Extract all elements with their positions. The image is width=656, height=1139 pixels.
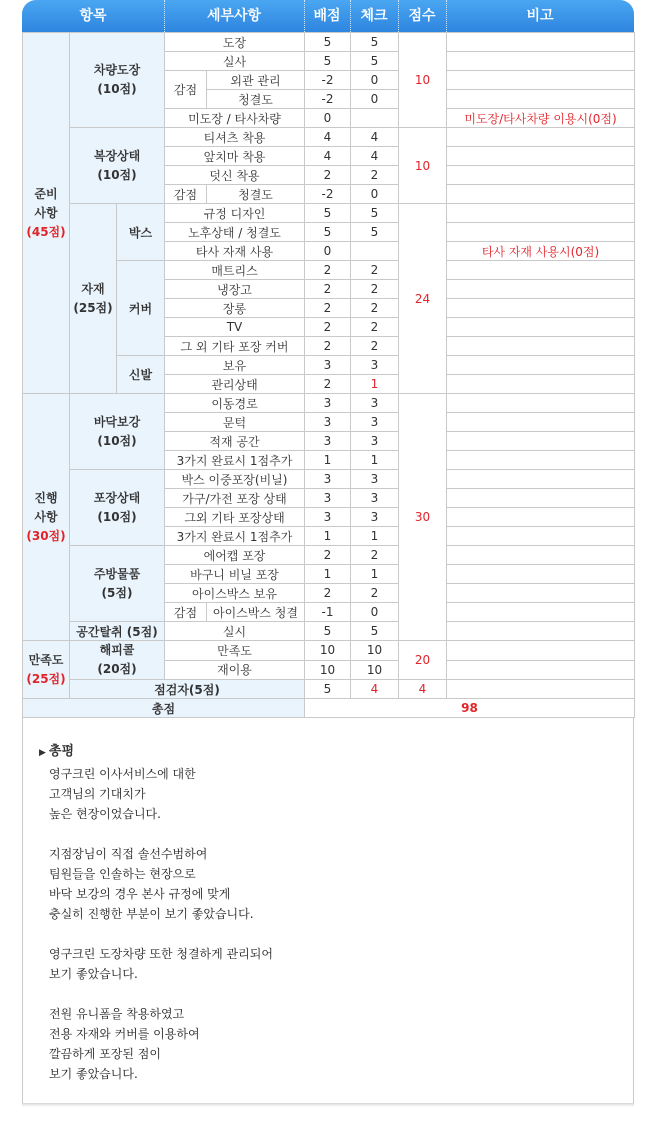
row-check: 5 (351, 52, 399, 71)
row-note (447, 546, 635, 565)
row-check: 5 (351, 33, 399, 52)
row-item: 장롱 (165, 299, 305, 318)
header-item: 항목 (22, 0, 165, 32)
header-detail: 세부사항 (164, 0, 305, 32)
group-outfit: 복장상태 (10점) (70, 128, 165, 204)
row-allocation: 10 (305, 641, 351, 661)
section-satisfaction: 만족도 (25점) (23, 641, 70, 699)
row-item: 청결도 (207, 185, 305, 204)
row-item: 아이스박스 보유 (165, 584, 305, 603)
row-note (447, 527, 635, 546)
row-item: 재이용 (165, 660, 305, 680)
row-allocation: 2 (305, 299, 351, 318)
row-check: 2 (351, 546, 399, 565)
summary-title: ▶ 총평 (39, 744, 75, 759)
row-item: 아이스박스 청결 (207, 603, 305, 622)
row-note (447, 375, 635, 394)
row-allocation: 3 (305, 356, 351, 375)
row-check: 5 (351, 622, 399, 641)
row-allocation: 2 (305, 280, 351, 299)
row-allocation: 5 (305, 52, 351, 71)
row-item: 매트리스 (165, 261, 305, 280)
row-allocation: 0 (305, 242, 351, 261)
row-check: 5 (351, 223, 399, 242)
row-item: 덧신 착용 (165, 166, 305, 185)
score-outfit: 10 (399, 128, 447, 204)
row-item: 그외 기타 포장상태 (165, 508, 305, 527)
row-item: 바구니 비닐 포장 (165, 565, 305, 584)
row-note (447, 52, 635, 71)
row-check (351, 242, 399, 261)
summary-paragraph: 영구크린 이사서비스에 대한 고객님의 기대치가 높은 현장이었습니다. (49, 767, 196, 821)
summary-paragraph: 전원 유니폼을 착용하였고 전용 자재와 커버를 이용하여 깔끔하게 포장된 점이 보기 좋았습니다. (49, 1007, 200, 1081)
row-note (447, 223, 635, 242)
row-check: 3 (351, 394, 399, 413)
summary-paragraph: 지점장님이 직접 솔선수범하여 팀원들을 인솔하는 현장으로 바닥 보강의 경우 본사 규정에 맞게 충실히 진행한 부분이 보기 좋았습니다. (49, 847, 254, 921)
summary-panel (22, 718, 634, 1104)
row-allocation: 4 (305, 128, 351, 147)
row-check: 3 (351, 470, 399, 489)
row-note (447, 204, 635, 223)
group-material: 자재 (25점) (70, 204, 117, 394)
row-item: 실시 (165, 622, 305, 641)
group-vehicle: 차량도장 (10점) (70, 33, 165, 128)
row-allocation: -1 (305, 603, 351, 622)
row-item: 그 외 기타 포장 커버 (165, 337, 305, 356)
deduct-label: 감점 (165, 71, 207, 109)
note-material: 타사 자재 사용시(0점) (447, 242, 635, 261)
row-item: 외관 관리 (207, 71, 305, 90)
row-item: 타사 자재 사용 (165, 242, 305, 261)
score-vehicle: 10 (399, 33, 447, 128)
row-note (447, 489, 635, 508)
row-note (447, 356, 635, 375)
panel-shadow (22, 1103, 634, 1107)
row-check: 10 (351, 641, 399, 661)
row-item: 티셔츠 착용 (165, 128, 305, 147)
row-allocation: 1 (305, 527, 351, 546)
row-allocation: 2 (305, 261, 351, 280)
row-note (447, 508, 635, 527)
row-note (447, 641, 635, 661)
row-allocation: 3 (305, 432, 351, 451)
row-item: 규정 디자인 (165, 204, 305, 223)
row-check: 1 (351, 375, 399, 394)
triangle-bullet-icon: ▶ (39, 748, 46, 758)
row-allocation: 3 (305, 413, 351, 432)
group-floor: 바닥보강 (10점) (70, 394, 165, 470)
row-note (447, 166, 635, 185)
row-check: 1 (351, 565, 399, 584)
row-allocation: 3 (305, 470, 351, 489)
summary-text (49, 764, 609, 1104)
group-kitchen: 주방물품 (5점) (70, 546, 165, 622)
row-check: 0 (351, 603, 399, 622)
score-happycall: 20 (399, 641, 447, 680)
row-item: 노후상태 / 청결도 (165, 223, 305, 242)
row-note (447, 432, 635, 451)
row-check: 0 (351, 71, 399, 90)
row-check: 5 (351, 204, 399, 223)
row-allocation: 2 (305, 318, 351, 337)
row-item: 적재 공간 (165, 432, 305, 451)
row-item: 앞치마 착용 (165, 147, 305, 166)
row-check: 3 (351, 508, 399, 527)
row-item: 도장 (165, 33, 305, 52)
row-check: 3 (351, 413, 399, 432)
row-allocation: 4 (305, 147, 351, 166)
row-note (447, 451, 635, 470)
row-allocation: 5 (305, 680, 351, 699)
row-check: 4 (351, 680, 399, 699)
row-note (447, 299, 635, 318)
row-check (351, 109, 399, 128)
header-score: 점수 (398, 0, 447, 32)
row-note (447, 622, 635, 641)
row-check: 3 (351, 432, 399, 451)
score-inspector: 4 (399, 680, 447, 699)
row-item: 박스 이중포장(비닐) (165, 470, 305, 489)
header-check: 체크 (350, 0, 399, 32)
row-check: 2 (351, 166, 399, 185)
row-check: 2 (351, 261, 399, 280)
row-note (447, 603, 635, 622)
row-note (447, 185, 635, 204)
row-item: 이동경로 (165, 394, 305, 413)
row-note (447, 33, 635, 52)
total-label: 총점 (23, 699, 305, 718)
row-item: 청결도 (207, 90, 305, 109)
group-space: 공간탈취 (5점) (70, 622, 165, 641)
row-item: 문턱 (165, 413, 305, 432)
row-note (447, 394, 635, 413)
subgroup-cover: 커버 (117, 261, 165, 356)
row-allocation: -2 (305, 90, 351, 109)
row-note (447, 680, 635, 699)
row-note (447, 565, 635, 584)
row-check: 4 (351, 147, 399, 166)
row-note (447, 413, 635, 432)
score-progress: 30 (399, 394, 447, 641)
evaluation-table (22, 32, 635, 718)
subgroup-box: 박스 (117, 204, 165, 261)
row-note (447, 337, 635, 356)
header-allocation: 배점 (304, 0, 351, 32)
row-item: 3가지 완료시 1점추가 (165, 451, 305, 470)
row-item: 가구/가전 포장 상태 (165, 489, 305, 508)
row-allocation: 5 (305, 204, 351, 223)
row-allocation: 5 (305, 223, 351, 242)
row-allocation: 2 (305, 584, 351, 603)
row-allocation: 1 (305, 565, 351, 584)
total-score: 98 (305, 699, 635, 718)
row-allocation: 2 (305, 546, 351, 565)
row-allocation: 0 (305, 109, 351, 128)
row-allocation: 3 (305, 508, 351, 527)
row-check: 2 (351, 337, 399, 356)
row-check: 1 (351, 527, 399, 546)
row-note (447, 261, 635, 280)
row-allocation: -2 (305, 71, 351, 90)
row-check: 3 (351, 489, 399, 508)
group-pack: 포장상태 (10점) (70, 470, 165, 546)
row-item: 만족도 (165, 641, 305, 661)
table-header (22, 0, 634, 32)
subgroup-shoe: 신발 (117, 356, 165, 394)
row-check: 10 (351, 660, 399, 680)
row-check: 2 (351, 280, 399, 299)
row-allocation: 10 (305, 660, 351, 680)
group-happycall: 해피콜 (20점) (70, 641, 165, 680)
score-material: 24 (399, 204, 447, 394)
header-note: 비고 (526, 8, 554, 24)
row-allocation: -2 (305, 185, 351, 204)
section-progress: 진행 사항 (30점) (23, 394, 70, 641)
summary-paragraph: 영구크린 도장차량 또한 청결하게 관리되어 보기 좋았습니다. (49, 947, 273, 981)
row-check: 2 (351, 318, 399, 337)
deduct-label: 감점 (165, 185, 207, 204)
row-item: 냉장고 (165, 280, 305, 299)
row-item: 보유 (165, 356, 305, 375)
row-allocation: 2 (305, 375, 351, 394)
row-check: 1 (351, 451, 399, 470)
row-note (447, 584, 635, 603)
row-check: 0 (351, 185, 399, 204)
row-allocation: 3 (305, 489, 351, 508)
row-item: 실사 (165, 52, 305, 71)
row-item: TV (165, 318, 305, 337)
row-note (447, 128, 635, 147)
deduct-label: 감점 (165, 603, 207, 622)
row-note (447, 71, 635, 90)
section-prep: 준비 사항 (45점) (23, 33, 70, 394)
row-allocation: 2 (305, 166, 351, 185)
row-note (447, 90, 635, 109)
row-note (447, 147, 635, 166)
row-check: 3 (351, 356, 399, 375)
note-vehicle: 미도장/타사차량 이용시(0점) (447, 109, 635, 128)
row-note (447, 280, 635, 299)
row-item: 미도장 / 타사차량 (165, 109, 305, 128)
row-check: 2 (351, 584, 399, 603)
row-allocation: 1 (305, 451, 351, 470)
row-item: 에어캡 포장 (165, 546, 305, 565)
row-item: 3가지 완료시 1점추가 (165, 527, 305, 546)
row-note (447, 470, 635, 489)
row-note (447, 318, 635, 337)
row-allocation: 2 (305, 337, 351, 356)
row-check: 2 (351, 299, 399, 318)
row-check: 4 (351, 128, 399, 147)
row-allocation: 5 (305, 33, 351, 52)
group-inspector: 점검자(5점) (70, 680, 305, 699)
row-item: 관리상태 (165, 375, 305, 394)
row-allocation: 3 (305, 394, 351, 413)
row-note (447, 660, 635, 680)
row-allocation: 5 (305, 622, 351, 641)
row-check: 0 (351, 90, 399, 109)
